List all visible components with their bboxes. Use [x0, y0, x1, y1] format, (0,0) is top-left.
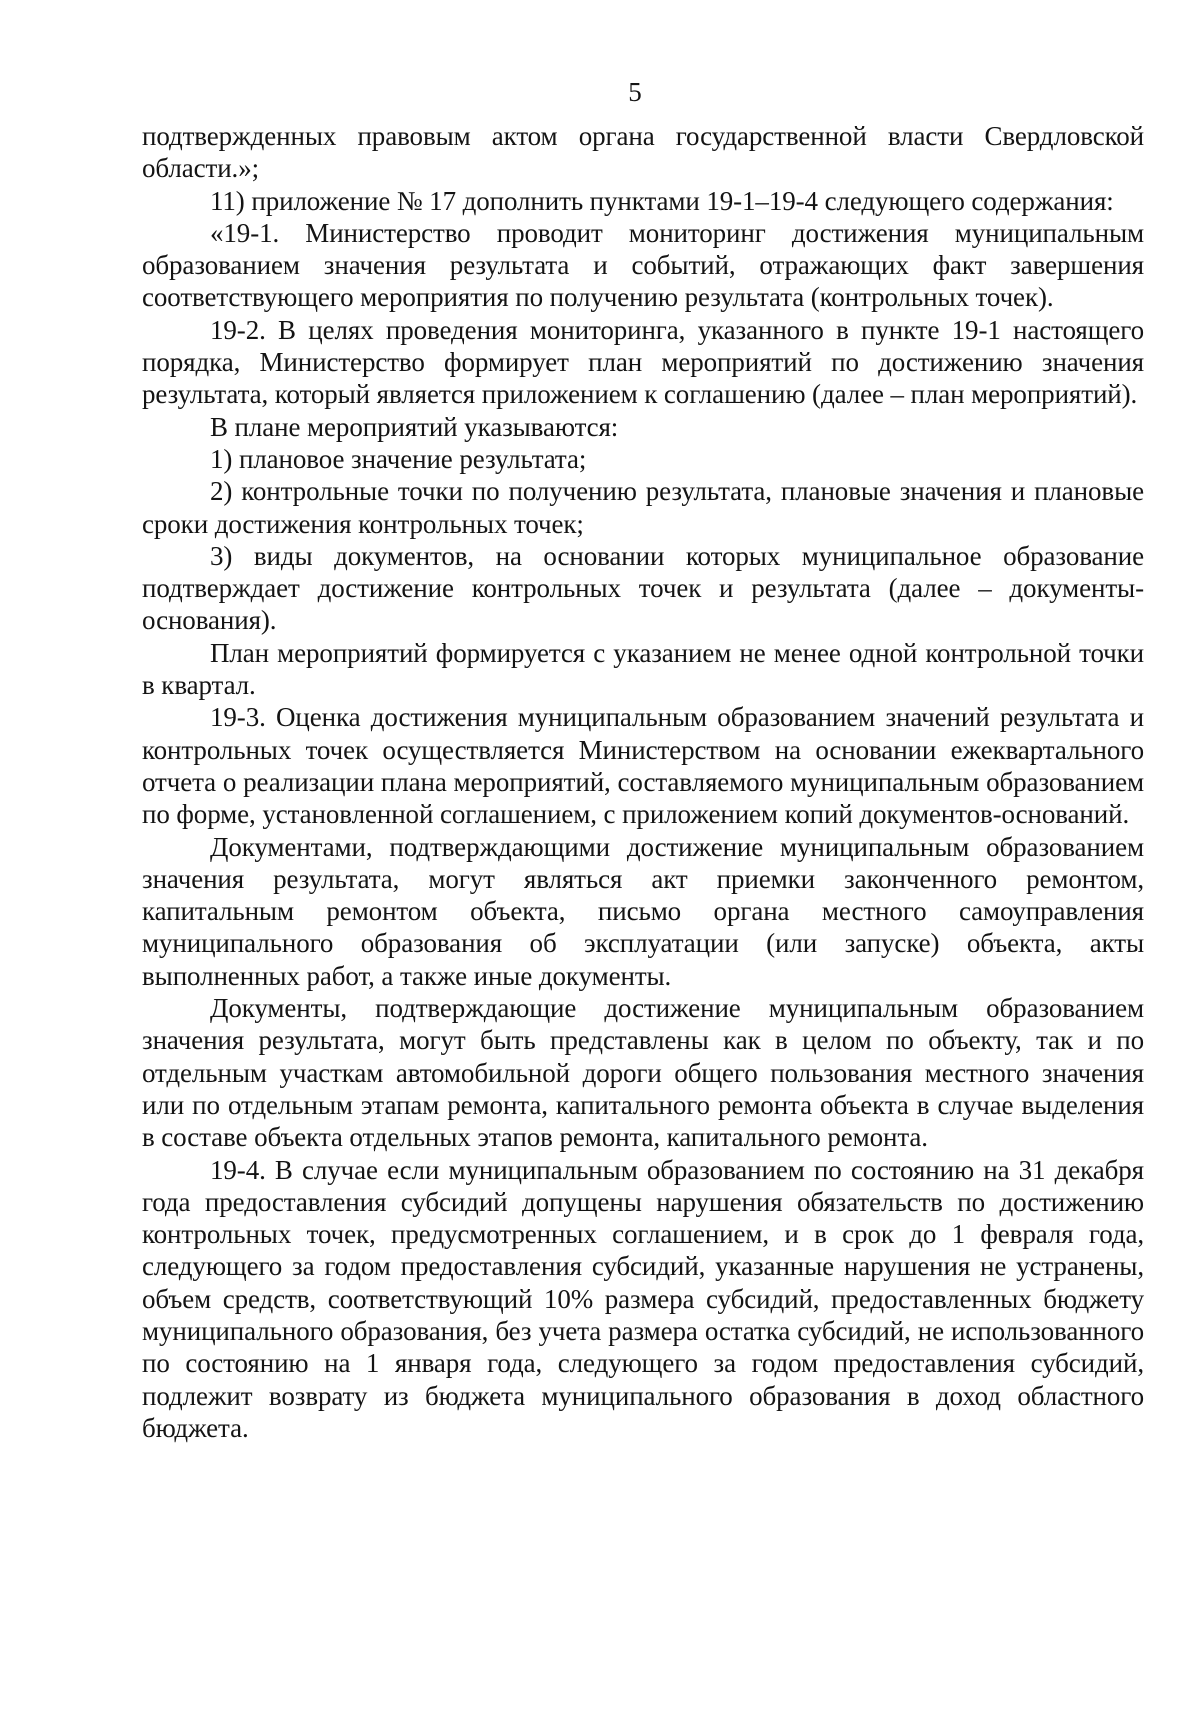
paragraph-plan-contents-intro: В плане мероприятий указываются:	[210, 411, 619, 442]
page-number: 5	[628, 77, 642, 107]
paragraph-plan-item-1: 1) плановое значение результата;	[210, 443, 587, 474]
paragraph-19-3: 19-3. Оценка достижения муниципальным образованием значений результата и контрольных точек осуществляется Министерством на основании ежеквартального отчета о реализации плана мероприятий, составляемого муниципальным образованием по форме, установленной соглашением, с приложением копий документов-оснований.	[142, 702, 1144, 830]
paragraph-19-2: 19-2. В целях проведения мониторинга, указанного в пункте 19-1 настоящего порядка, Министерство формирует план мероприятий по достижению значения результата, который является приложением к соглашению (далее – план мероприятий).	[142, 314, 1144, 410]
paragraph-supporting-documents: Документами, подтверждающими достижение муниципальным образованием значения результата, могут являться акт приемки законченного ремонтом, капитальным ремонтом объекта, письмо органа местного самоуправления муниципального образования об эксплуатации (или запуске) объекта, акты выполненных работ, а также иные документы.	[142, 831, 1144, 991]
paragraph-plan-frequency: План мероприятий формируется с указанием не менее одной контрольной точки в квартал.	[142, 637, 1144, 701]
paragraph-19-1: «19-1. Министерство проводит мониторинг достижения муниципальным образованием значения результата и событий, отражающих факт завершения соответствующего мероприятия по получению результата (контрольных точек).	[142, 217, 1144, 313]
paragraph-plan-item-3: 3) виды документов, на основании которых муниципальное образование подтверждает достижение контрольных точек и результата (далее – документы-основания).	[142, 540, 1144, 636]
paragraph-19-4: 19-4. В случае если муниципальным образованием по состоянию на 31 декабря года предоставления субсидий допущены нарушения обязательств по достижению контрольных точек, предусмотренных соглашением, и в срок до 1 февраля года, следующего за годом предоставления субсидий, указанные нарушения не устранены, объем средств, соответствующий 10% размера субсидий, предоставленных бюджету муниципального образования, без учета размера остатка субсидий, не использованного по состоянию на 1 января года, следующего за годом предоставления субсидий, подлежит возврату из бюджета муниципального образования в доход областного бюджета.	[142, 1154, 1144, 1443]
paragraph-item-11: 11) приложение № 17 дополнить пунктами 19-1–19-4 следующего содержания:	[210, 185, 1114, 216]
paragraph-continuation: подтвержденных правовым актом органа государственной власти Свердловской области.»;	[142, 121, 1144, 184]
paragraph-documents-scope: Документы, подтверждающие достижение муниципальным образованием значения результата, могут быть представлены как в целом по объекту, так и по отдельным участкам автомобильной дороги общего пользования местного значения или по отдельным этапам ремонта, капитального ремонта объекта в случае выделения в составе объекта отдельных этапов ремонта, капитального ремонта.	[142, 993, 1144, 1153]
document-body	[142, 120, 1144, 1444]
paragraph-plan-item-2: 2) контрольные точки по получению результата, плановые значения и плановые сроки достижения контрольных точек;	[142, 476, 1144, 539]
